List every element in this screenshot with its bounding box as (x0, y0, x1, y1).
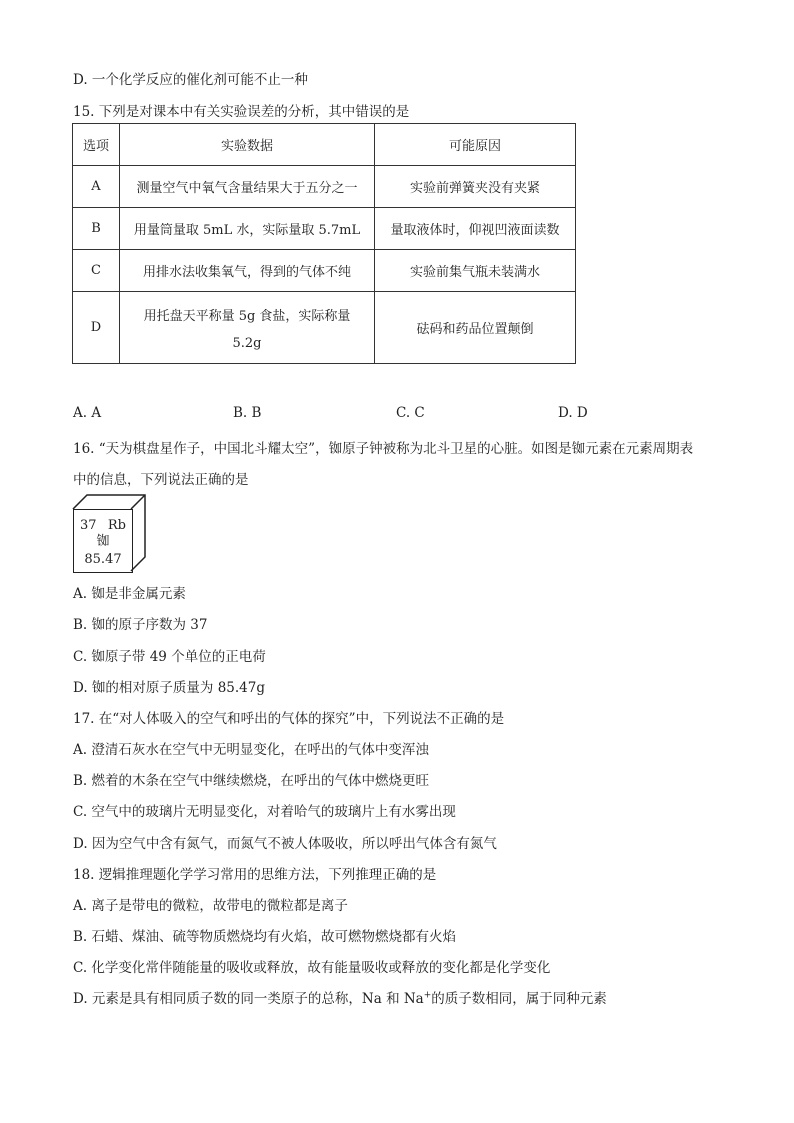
row-data-line1: 用托盘天平称量 5g 食盐，实际称量 (143, 308, 351, 324)
element-name: 铷 (96, 534, 110, 549)
q18-option-d-post: 的质子数相同，属于同种元素 (431, 991, 607, 1007)
row-data (120, 292, 375, 364)
table-row (73, 166, 576, 208)
row-reason: 实验前集气瓶未装满水 (375, 250, 576, 292)
element-symbol: Rb (107, 518, 126, 533)
row-reason: 量取液体时，仰视凹液面读数 (375, 208, 576, 250)
q16-option-d: D. 铷的相对原子质量为 85.47g (73, 680, 266, 696)
q16-stem-line2: 中的信息，下列说法正确的是 (73, 472, 249, 488)
q14-option-d: D. 一个化学反应的催化剂可能不止一种 (73, 72, 308, 88)
header-data: 实验数据 (120, 124, 375, 166)
atomic-number: 37 (80, 518, 97, 533)
q16-option-a: A. 铷是非金属元素 (73, 586, 186, 602)
row-option: A (73, 166, 120, 208)
q18-option-a: A. 离子是带电的微粒，故带电的微粒都是离子 (73, 898, 348, 914)
row-data-line2: 5.2g (232, 335, 262, 351)
table-row (73, 208, 576, 250)
q15-stem: 15. 下列是对课本中有关实验误差的分析，其中错误的是 (73, 104, 410, 120)
row-option: B (73, 208, 120, 250)
table-header-row (73, 124, 576, 166)
q18-stem: 18. 逻辑推理题化学学习常用的思维方法，下列推理正确的是 (73, 867, 437, 883)
q18-option-c: C. 化学变化常伴随能量的吸收或释放，故有能量吸收或释放的变化都是化学变化 (73, 960, 551, 976)
q17-option-b: B. 燃着的木条在空气中继续燃烧，在呼出的气体中燃烧更旺 (73, 773, 430, 789)
q16-option-c: C. 铷原子带 49 个单位的正电荷 (73, 649, 266, 665)
element-card-rubidium (73, 509, 133, 573)
row-data: 用排水法收集氧气，得到的气体不纯 (120, 250, 375, 292)
q15-table (72, 123, 576, 364)
header-option: 选项 (73, 124, 120, 166)
row-option: C (73, 250, 120, 292)
q15-choice-d: D. D (558, 405, 588, 421)
q18-option-b: B. 石蜡、煤油、硫等物质燃烧均有火焰，故可燃物燃烧都有火焰 (73, 929, 457, 945)
table-row (73, 250, 576, 292)
q17-option-c: C. 空气中的玻璃片无明显变化，对着哈气的玻璃片上有水雾出现 (73, 804, 456, 820)
row-data: 测量空气中氧气含量结果大于五分之一 (120, 166, 375, 208)
q18-option-d-sup: + (423, 990, 432, 1001)
q15-choice-a: A. A (73, 405, 102, 421)
q18-option-d-pre: D. 元素是具有相同质子数的同一类原子的总称，Na 和 Na (73, 991, 424, 1007)
row-reason: 砝码和药品位置颠倒 (375, 292, 576, 364)
q17-option-d: D. 因为空气中含有氮气，而氮气不被人体吸收，所以呼出气体含有氮气 (73, 836, 497, 852)
q17-option-a: A. 澄清石灰水在空气中无明显变化，在呼出的气体中变浑浊 (73, 742, 429, 758)
q16-option-b: B. 铷的原子序数为 37 (73, 617, 208, 633)
q15-choice-c: C. C (396, 405, 425, 421)
q15-choice-b: B. B (233, 405, 262, 421)
q16-stem-line1: 16. “天为棋盘星作子，中国北斗耀太空”，铷原子钟被称为北斗卫星的心脏。如图是铷元素在元素周期表 (73, 441, 694, 457)
table-row (73, 292, 576, 364)
q17-stem: 17. 在“对人体吸入的空气和呼出的气体的探究”中，下列说法不正确的是 (73, 711, 505, 727)
q18-option-d (73, 987, 607, 1007)
atomic-mass: 85.47 (84, 552, 122, 567)
row-data: 用量筒量取 5mL 水，实际量取 5.7mL (120, 208, 375, 250)
row-reason: 实验前弹簧夹没有夹紧 (375, 166, 576, 208)
header-reason: 可能原因 (375, 124, 576, 166)
row-option: D (73, 292, 120, 364)
